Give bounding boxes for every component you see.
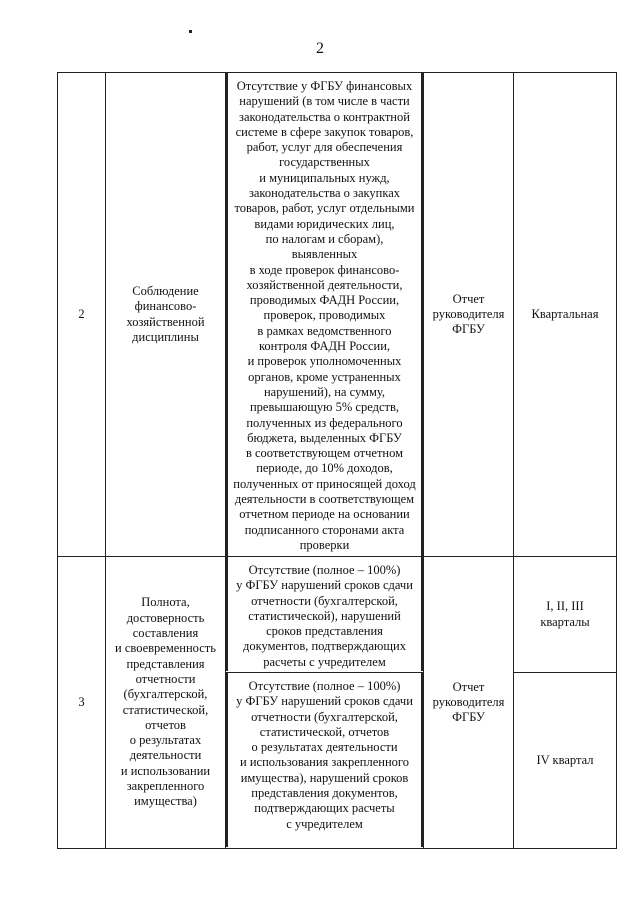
report-form: Отчет руководителя ФГБУ xyxy=(432,291,505,337)
periodicity-cell xyxy=(514,73,617,557)
criterion-text: Отсутствие (полное – 100%) у ФГБУ нарушений сроков сдачи отчетности (бухгалтерской, статистической, отчетов о результатах деятельности и использования закрепленного имущества), нарушений сроков представления документов, подтверждающих расчеты с учредителем xyxy=(236,679,413,831)
scan-speck xyxy=(189,30,192,33)
periodicity-cell xyxy=(514,673,617,849)
table-row xyxy=(58,557,617,673)
report-form-cell xyxy=(424,73,514,557)
indicator-name-cell xyxy=(106,73,226,557)
row-number: 3 xyxy=(78,694,85,709)
periodicity-cell xyxy=(514,557,617,673)
indicator-name: Соблюдение финансово- хозяйственной дисциплины xyxy=(126,283,205,344)
table-row xyxy=(58,73,617,557)
indicator-name-cell xyxy=(106,557,226,849)
row-number: 2 xyxy=(78,306,85,321)
report-form: Отчет руководителя ФГБУ xyxy=(432,679,505,725)
periodicity: Квартальная xyxy=(531,306,599,321)
criterion-cell xyxy=(226,673,424,849)
indicator-name: Полнота, достоверность составления и своевременность представления отчетности (бухгалтерской, статистической, отчетов о результатах деятельности и использовании закрепленного имущества) xyxy=(115,595,216,809)
report-form-cell xyxy=(424,557,514,849)
periodicity: IV квартал xyxy=(536,752,594,767)
criteria-table xyxy=(57,72,617,849)
criterion-text: Отсутствие у ФГБУ финансовых нарушений (в том числе в части законодательства о контрактной системе в сфере закупок товаров, работ, услуг для обеспечения государственных и муниципальных нужд, законодательства о закупках товаров, работ, услуг отдельными видами юридических лиц, по налогам и сборам), выявленных в ходе проверок финансово- хозяйственной деятельности, проводимых ФАДН России, проверок, проводимых в рамках ведомственного контроля ФАДН России, и проверок уполномоченных органов, кроме устраненных нарушений), на сумму, превышающую 5% средств, полученных из федерального бюджета, выделенных ФГБУ в соответствующем отчетном периоде, до 10% доходов, полученных от приносящей доход деятельности в соответствующем отчетном периоде на основании подписанного сторонами акта проверки xyxy=(233,79,416,552)
criterion-text: Отсутствие (полное – 100%) у ФГБУ нарушений сроков сдачи отчетности (бухгалтерской, статистической), нарушений сроков представления документов, подтверждающих расчеты с учредителем xyxy=(236,563,413,669)
row-number-cell xyxy=(58,557,106,849)
page-number: 2 xyxy=(316,40,324,57)
periodicity: I, II, III кварталы xyxy=(540,599,590,629)
criterion-cell xyxy=(226,557,424,673)
row-number-cell xyxy=(58,73,106,557)
criterion-cell xyxy=(226,73,424,557)
